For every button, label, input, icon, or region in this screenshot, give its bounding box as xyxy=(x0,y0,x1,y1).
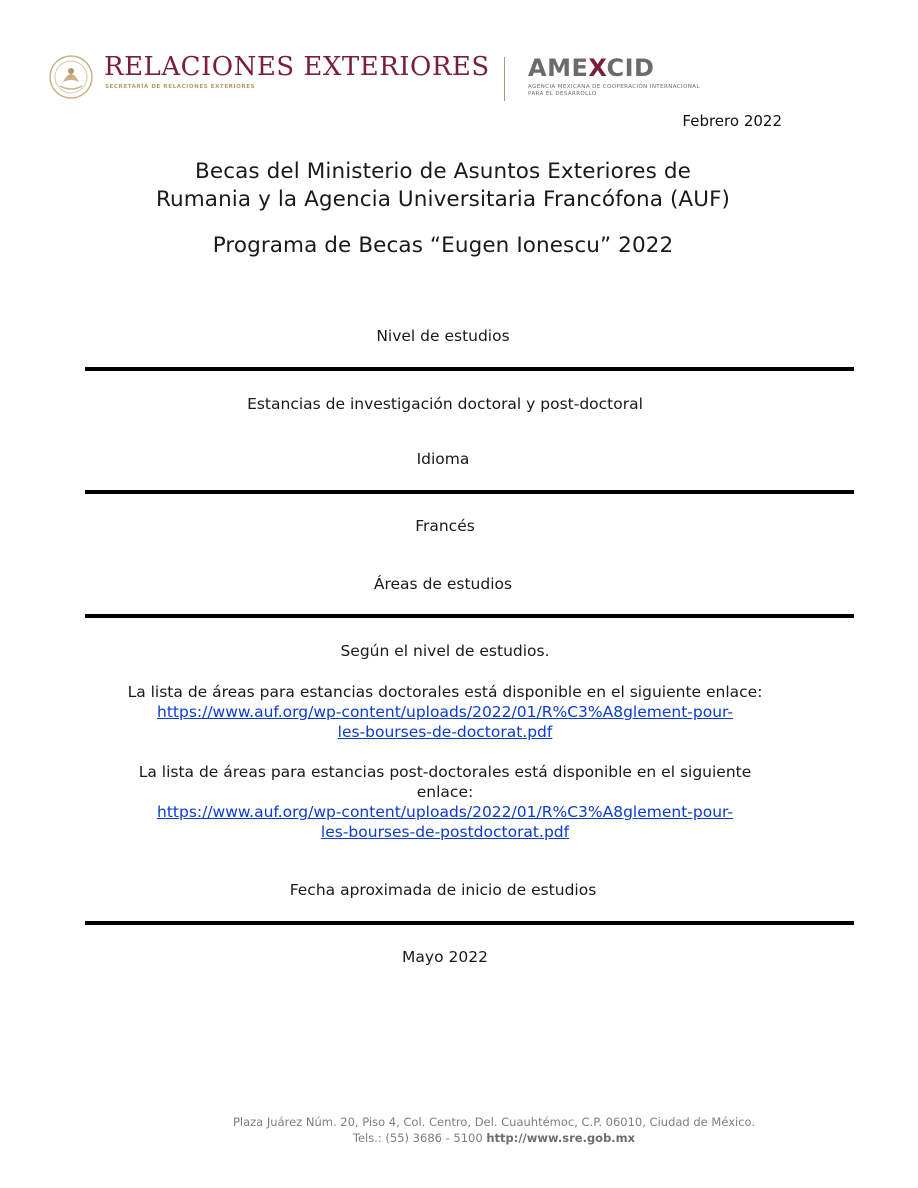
sre-logo-subtitle: SECRETARÍA DE RELACIONES EXTERIORES xyxy=(105,84,256,90)
idioma-text: Francés xyxy=(415,517,475,535)
footer-contact xyxy=(0,1131,918,1145)
section-rule xyxy=(85,614,854,618)
fecha-text: Mayo 2022 xyxy=(402,948,488,966)
section-heading-areas: Áreas de estudios xyxy=(373,575,513,593)
header-divider xyxy=(504,57,505,101)
postdoc-link-line1[interactable]: https://www.auf.org/wp-content/uploads/2022/01/R%C3%A8glement-pour- xyxy=(157,803,733,821)
document-title-line2: Rumania y la Agencia Universitaria Francófona (AUF) xyxy=(155,187,731,212)
footer-phone: Tels.: (55) 3686 - 5100 xyxy=(352,1131,483,1145)
doctoral-link-line1[interactable]: https://www.auf.org/wp-content/uploads/2022/01/R%C3%A8glement-pour- xyxy=(157,703,733,721)
amexcid-logo-right: CID xyxy=(606,54,655,82)
section-rule xyxy=(85,490,854,494)
amexcid-logo xyxy=(528,54,654,82)
amexcid-logo-subtitle: AGENCIA MEXICANA DE COOPERACIÓN INTERNACIONAL PARA EL DESARROLLO xyxy=(528,84,700,97)
nivel-text: Estancias de investigación doctoral y post-doctoral xyxy=(247,395,643,413)
footer-website[interactable]: http://www.sre.gob.mx xyxy=(486,1131,636,1145)
postdoc-link-line2[interactable]: les-bourses-de-postdoctorat.pdf xyxy=(320,823,570,841)
section-heading-idioma: Idioma xyxy=(416,450,470,468)
section-heading-nivel: Nivel de estudios xyxy=(376,327,510,345)
section-heading-fecha: Fecha aproximada de inicio de estudios xyxy=(289,881,597,899)
section-rule xyxy=(85,921,854,925)
document-title-line1: Becas del Ministerio de Asuntos Exteriores de xyxy=(195,159,691,184)
document-date: Febrero 2022 xyxy=(682,112,782,130)
sre-logo-title: RELACIONES EXTERIORES xyxy=(104,52,490,82)
doctoral-link[interactable] xyxy=(100,702,790,742)
amexcid-logo-mid: X xyxy=(588,54,607,82)
footer-address: Plaza Juárez Núm. 20, Piso 4, Col. Centro, Del. Cuauhtémoc, C.P. 06010, Ciudad de México. xyxy=(232,1115,756,1129)
amexcid-logo-left: AME xyxy=(528,54,589,82)
program-title: Programa de Becas “Eugen Ionescu” 2022 xyxy=(212,233,674,258)
areas-postdoc-text xyxy=(100,762,790,802)
section-rule xyxy=(85,367,854,371)
mexican-seal-icon xyxy=(48,54,94,100)
areas-postdoc-text-line1: La lista de áreas para estancias post-doctorales está disponible en el siguiente xyxy=(138,763,752,781)
postdoc-link[interactable] xyxy=(100,802,790,842)
areas-postdoc-text-line2: enlace: xyxy=(416,783,474,801)
document-title xyxy=(0,158,886,214)
areas-doctoral-text: La lista de áreas para estancias doctorales está disponible en el siguiente enlace: xyxy=(127,683,763,701)
doctoral-link-line2[interactable]: les-bourses-de-doctorat.pdf xyxy=(337,723,553,741)
areas-intro: Según el nivel de estudios. xyxy=(340,642,550,660)
